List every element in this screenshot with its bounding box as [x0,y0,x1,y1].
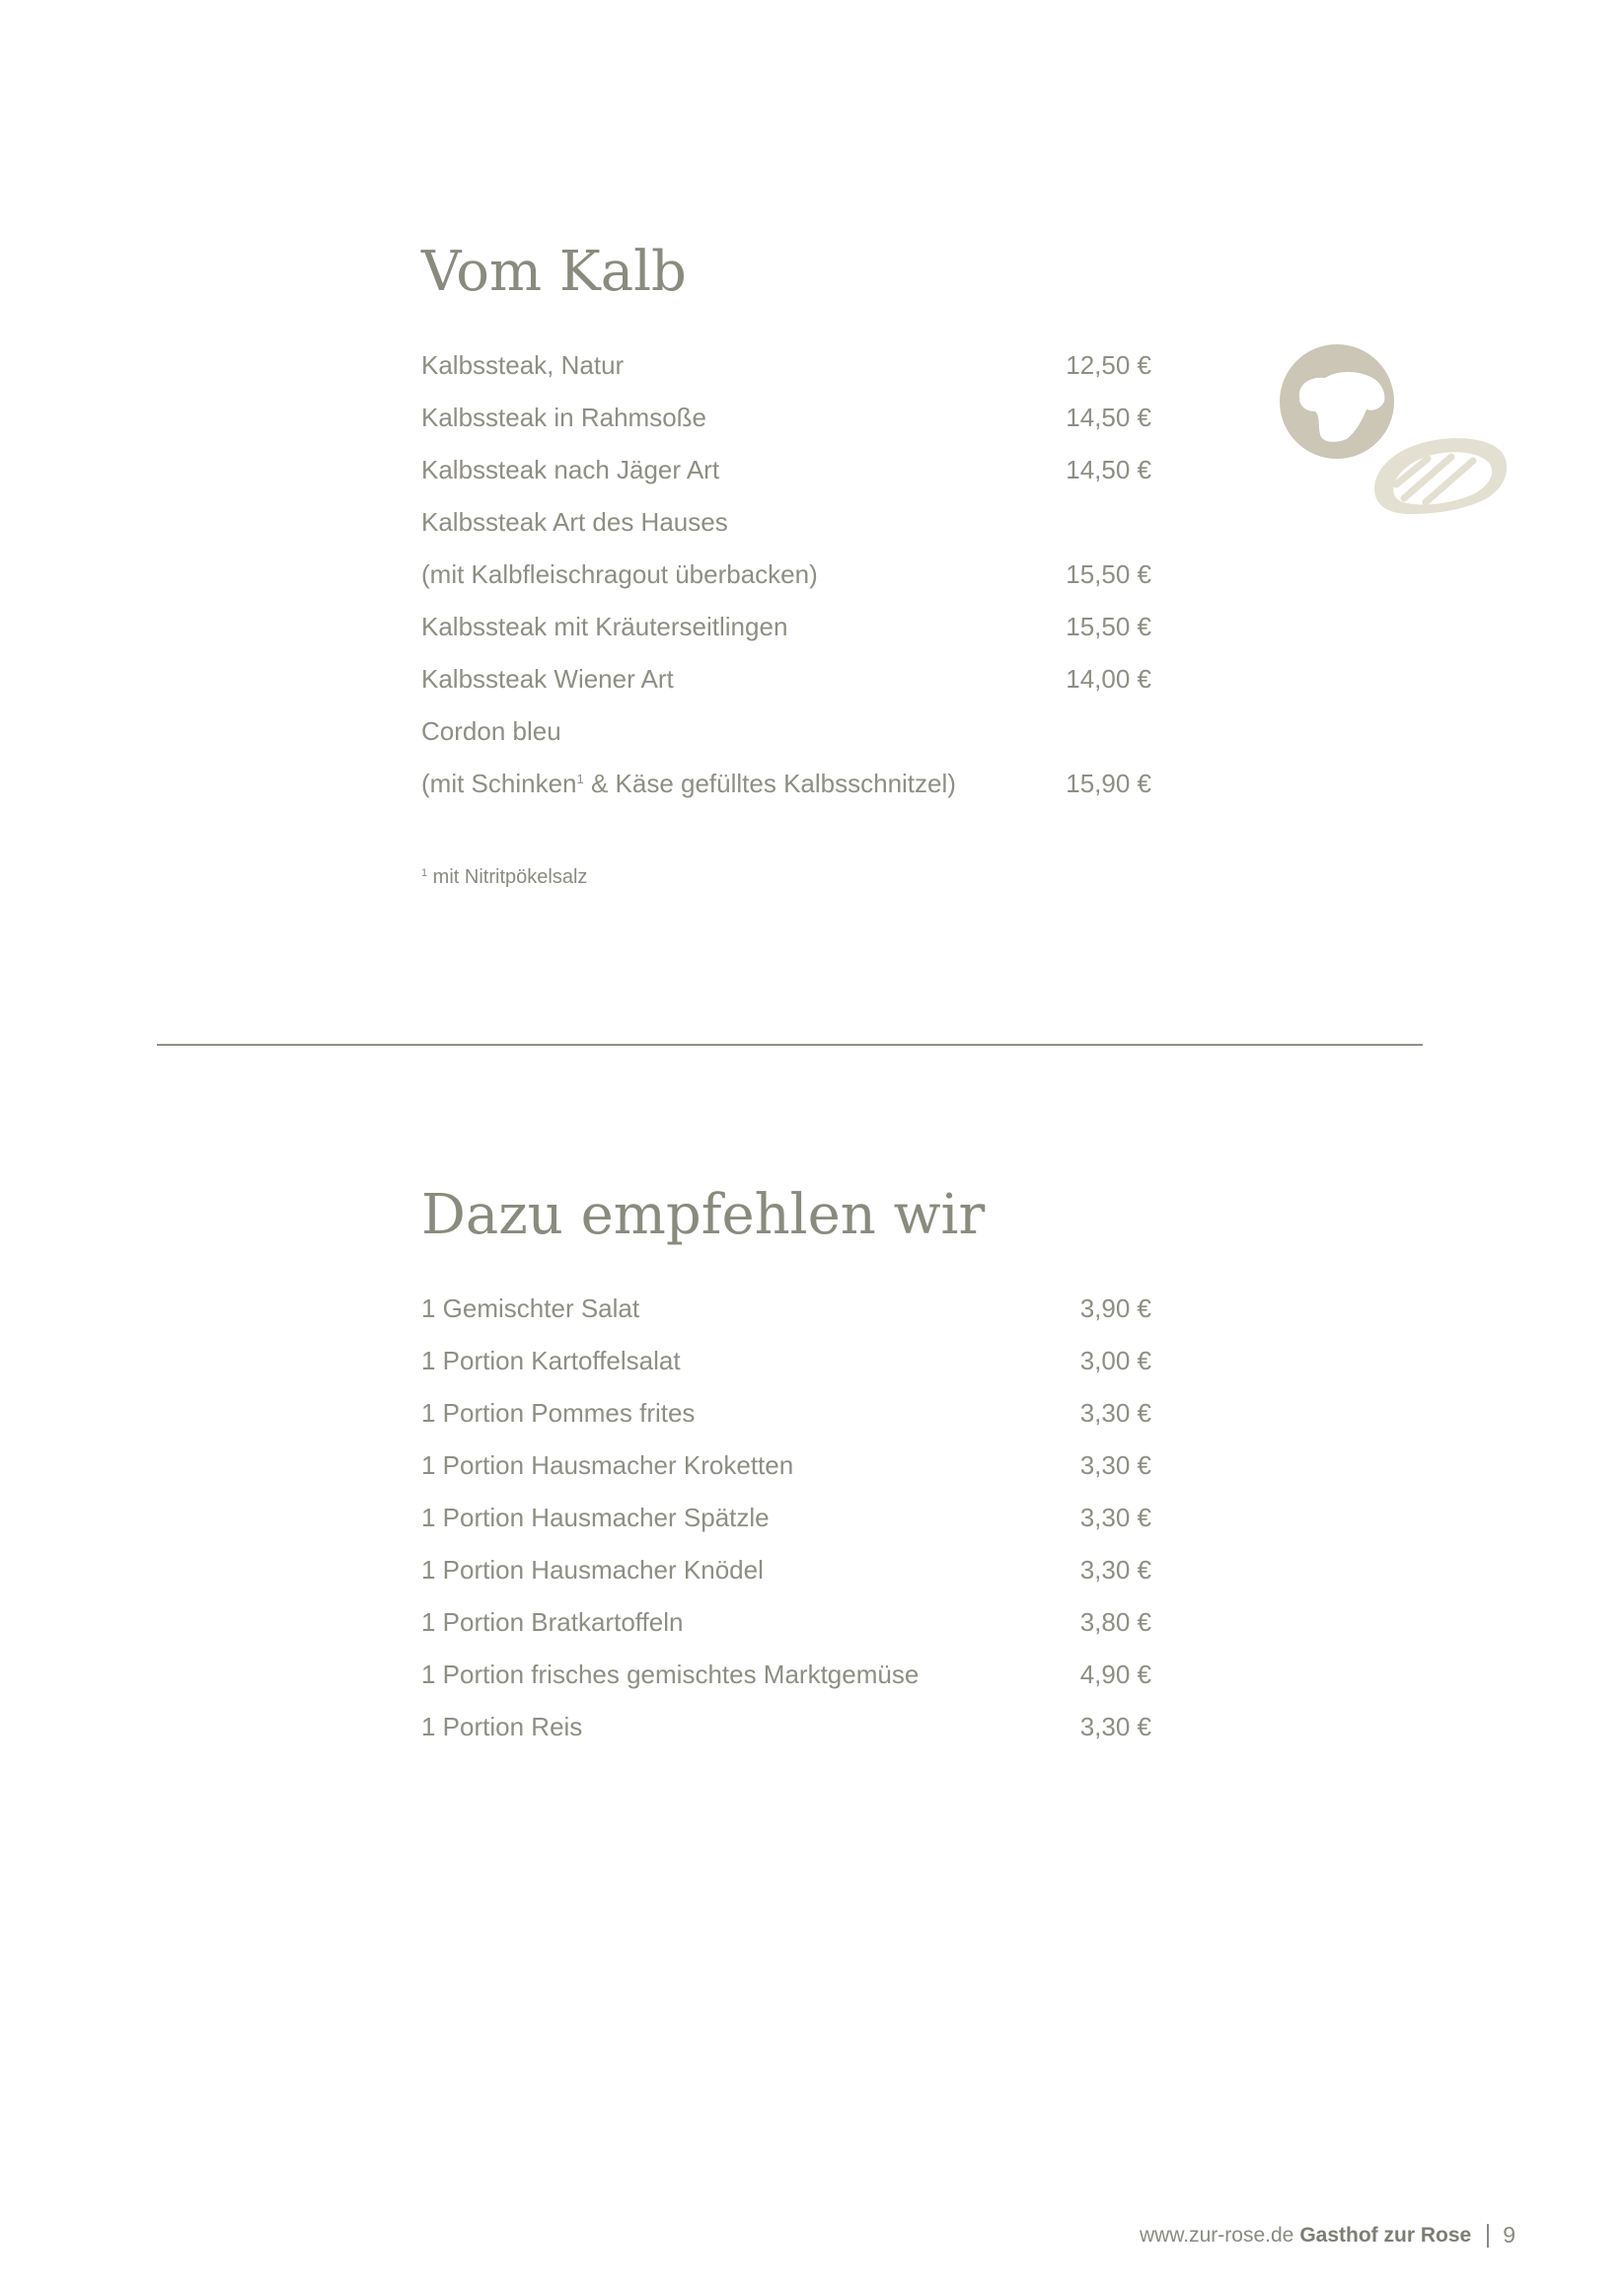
menu-item-name: 1 Portion frisches gemischtes Marktgemüse [421,1660,920,1689]
menu-item [421,444,1151,496]
menu-item-name: 1 Portion Reis [421,1712,583,1741]
menu-item [421,1649,1151,1701]
menu-item [421,653,1151,705]
page-footer [1140,2222,1515,2249]
menu-item [421,1387,1151,1439]
menu-item [421,549,1151,601]
section-divider [157,1044,1423,1046]
menu-item-price: 15,90 € [1066,769,1151,798]
menu-list [421,1283,1151,1753]
menu-item [421,1492,1151,1544]
menu-item-price: 3,00 € [1079,1346,1151,1375]
menu-item-price: 3,30 € [1079,1712,1151,1741]
menu-item [421,1596,1151,1649]
section-title: Vom Kalb [421,240,687,304]
menu-item-price: 3,90 € [1079,1293,1151,1323]
footer-url[interactable]: www.zur-rose.de [1139,2223,1294,2247]
menu-item-price: 3,80 € [1079,1607,1151,1637]
menu-item-name: (mit Kalbfleischragout überbacken) [421,559,818,589]
menu-item [421,705,1151,758]
menu-item-price: 3,30 € [1079,1555,1151,1585]
menu-item-name: Kalbssteak mit Kräuterseitlingen [421,612,788,641]
menu-item-price: 15,50 € [1066,612,1151,641]
menu-list [421,339,1151,810]
menu-item-name: Kalbssteak in Rahmsoße [421,403,707,432]
footer-brand: Gasthof zur Rose [1299,2223,1472,2247]
page-number: 9 [1503,2222,1515,2248]
menu-item [421,1439,1151,1492]
section-title: Dazu empfehlen wir [421,1183,986,1247]
footnote-text: mit Nitritpökelsalz [427,866,588,888]
footnote-marker: 1 [421,867,428,879]
footer-separator [1487,2224,1489,2248]
menu-item-price: 4,90 € [1079,1660,1151,1689]
menu-item [421,392,1151,444]
menu-item-name: 1 Portion Hausmacher Knödel [421,1555,764,1585]
footnote [421,866,587,889]
menu-item [421,1283,1151,1335]
menu-item [421,339,1151,392]
decorative-icons [1278,340,1514,528]
menu-item-price: 3,30 € [1079,1503,1151,1532]
menu-item [421,601,1151,653]
menu-item-name: 1 Gemischter Salat [421,1293,640,1323]
calf-head-icon [1280,344,1394,459]
menu-item-price: 3,30 € [1079,1398,1151,1428]
menu-item-name [421,758,956,810]
menu-item-price: 12,50 € [1066,350,1151,380]
menu-item-name-part: & Käse gefülltes Kalbsschnitzel) [583,769,956,798]
menu-item-name: Kalbssteak Wiener Art [421,664,674,694]
menu-item-name: Cordon bleu [421,716,561,746]
menu-item-price: 14,50 € [1066,455,1151,484]
menu-item-name: 1 Portion Pommes frites [421,1398,696,1428]
section-vom-kalb [421,240,1151,810]
menu-item-name: 1 Portion Hausmacher Spätzle [421,1503,770,1532]
menu-item-price: 3,30 € [1079,1450,1151,1480]
menu-item-price: 15,50 € [1066,559,1151,589]
menu-item [421,1544,1151,1596]
menu-item-name: 1 Portion Kartoffelsalat [421,1346,681,1375]
menu-item [421,496,1151,549]
steak-icon [1374,438,1507,514]
menu-item [421,1335,1151,1387]
section-dazu-empfehlen-wir [421,1183,1151,1753]
menu-item-price: 14,50 € [1066,403,1151,432]
menu-item-name-part: (mit Schinken [421,769,577,798]
menu-item [421,758,1151,810]
menu-item-price: 14,00 € [1066,664,1151,694]
menu-item [421,1701,1151,1753]
menu-item-name: Kalbssteak nach Jäger Art [421,455,720,484]
footnote-marker: 1 [576,772,584,786]
menu-item-name: Kalbssteak Art des Hauses [421,507,728,537]
menu-item-name: 1 Portion Hausmacher Kroketten [421,1450,794,1480]
menu-item-name: 1 Portion Bratkartoffeln [421,1607,684,1637]
menu-item-name: Kalbssteak, Natur [421,350,625,380]
